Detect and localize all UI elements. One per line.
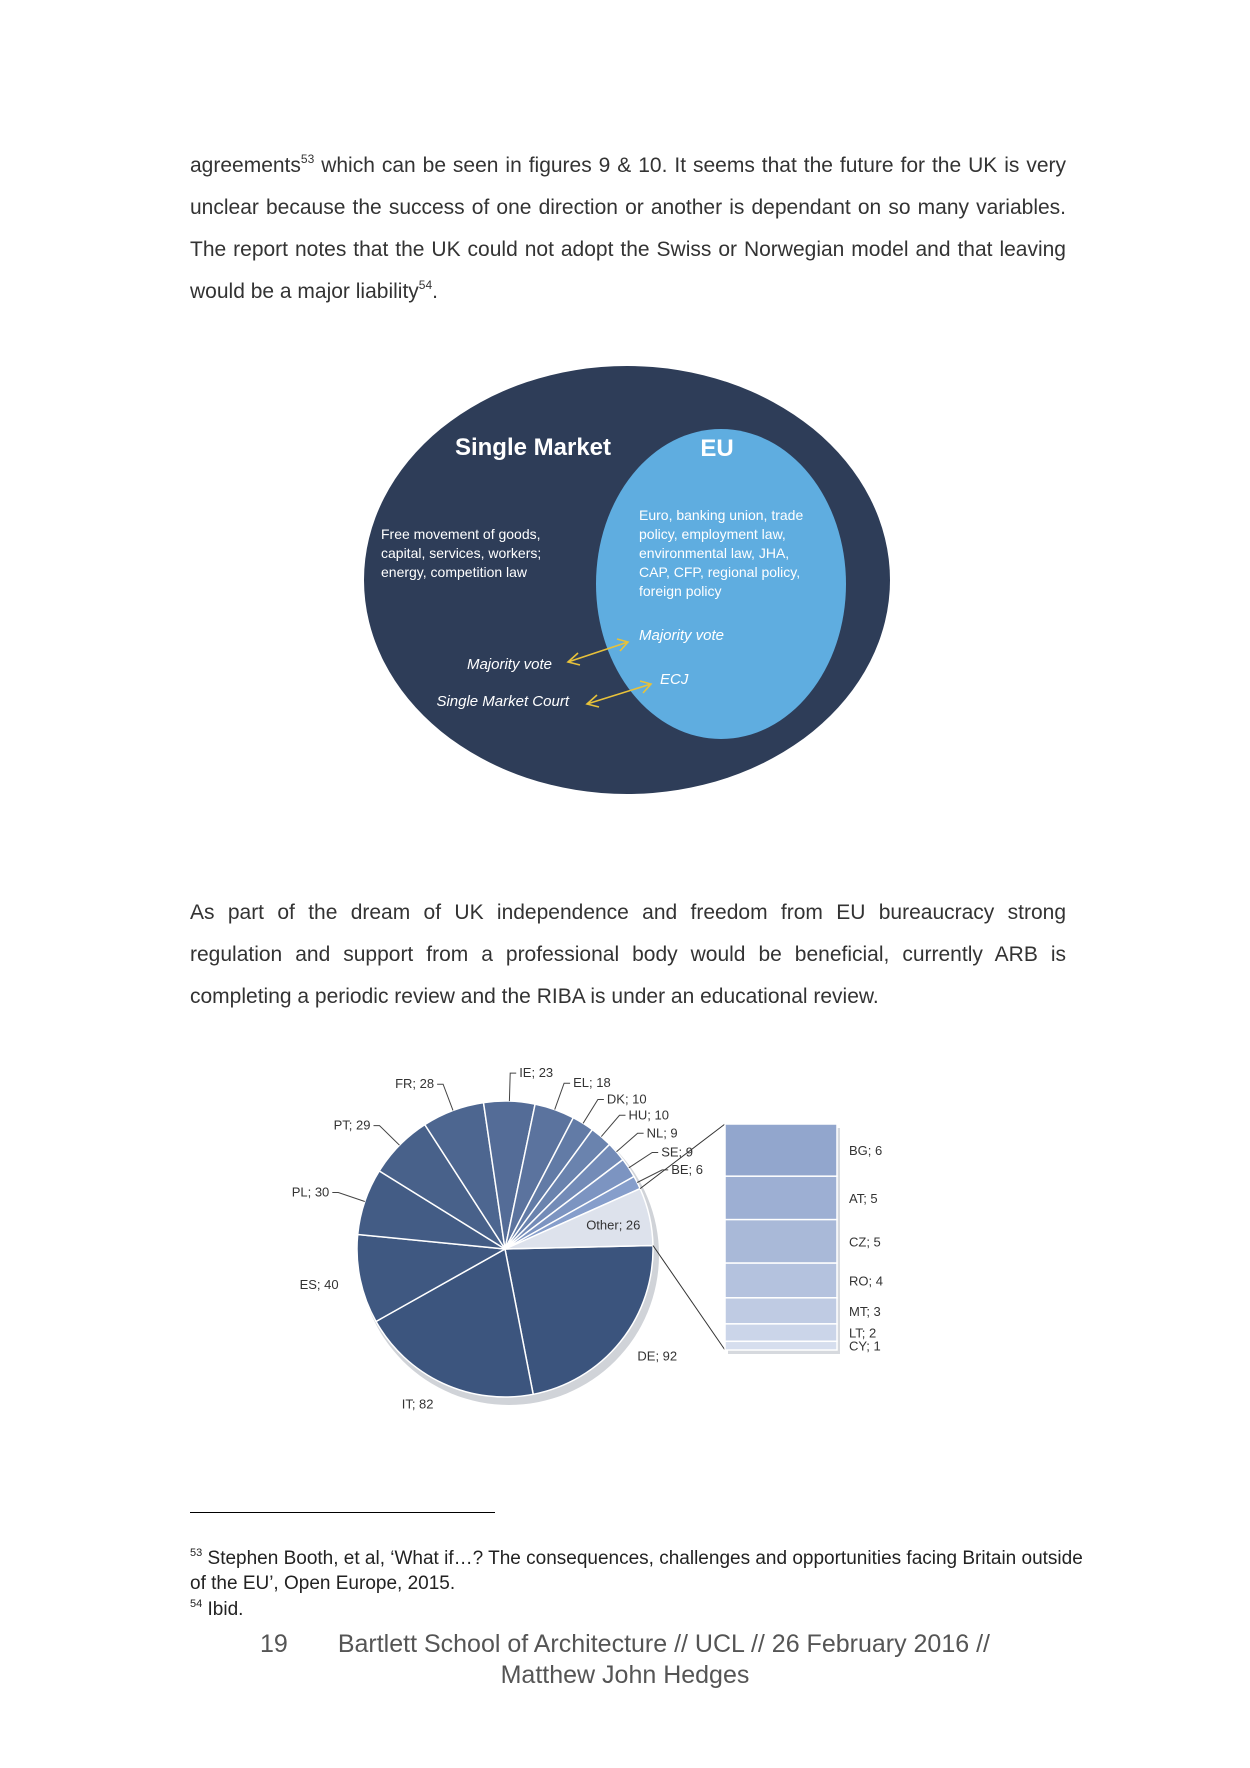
- pie-label-it: IT; 82: [401, 1396, 434, 1412]
- pie-leader-pt: [374, 1126, 400, 1146]
- footnote-number: 54: [190, 1598, 203, 1610]
- footnote-ref-53[interactable]: 53: [300, 152, 315, 166]
- eu-ecj: ECJ: [660, 671, 689, 688]
- breakdown-segment-at: [725, 1176, 837, 1220]
- single-market-line: capital, services, workers;: [381, 545, 542, 561]
- pie-leader-fr: [437, 1084, 453, 1110]
- pie-label-es: ES; 40: [299, 1276, 339, 1292]
- breakdown-label-cz: CZ; 5: [849, 1234, 881, 1250]
- pie-leader-se: [629, 1153, 658, 1168]
- footnote-53: [190, 1546, 1090, 1596]
- breakdown-segment-cz: [725, 1220, 837, 1264]
- pie-leader-el: [555, 1083, 570, 1109]
- eu-line: CAP, CFP, regional policy,: [639, 564, 801, 580]
- breakdown-segment-bg: [725, 1124, 837, 1176]
- breakdown-segment-cy: [725, 1341, 837, 1350]
- paragraph-independence: As part of the dream of UK independence and freedom from EU bureaucracy strong regulation and support from a professional body would be beneficial, currently ARB is completing a periodic review and the RIBA is under an educational review.: [190, 901, 1066, 1008]
- para1-text-c: .: [432, 280, 438, 303]
- eu-line: Euro, banking union, trade: [639, 507, 804, 523]
- breakdown-label-bg: BG; 6: [849, 1143, 883, 1159]
- pie-leader-nl: [617, 1133, 644, 1151]
- pie-label-pl: PL; 30: [291, 1184, 330, 1200]
- breakdown-connector: [653, 1246, 725, 1351]
- footnote-divider: [190, 1512, 495, 1513]
- breakdown-label-lt: LT; 2: [849, 1325, 877, 1341]
- footnote-54: [190, 1597, 1090, 1622]
- breakdown-label-mt: MT; 3: [849, 1303, 881, 1319]
- page-number: 19: [260, 1630, 288, 1658]
- pie-label-el: EL; 18: [573, 1075, 611, 1091]
- pie-label-se: SE; 9: [661, 1144, 693, 1160]
- eu-majority-vote: Majority vote: [639, 627, 725, 644]
- pie-label-other: Other; 26: [586, 1217, 641, 1233]
- single-market-line: energy, competition law: [381, 564, 528, 580]
- page-footer: [0, 1629, 1250, 1691]
- breakdown-segment-lt: [725, 1324, 837, 1341]
- footnote-number: 53: [190, 1547, 203, 1559]
- single-market-court: Single Market Court: [436, 693, 569, 710]
- breakdown-segment-mt: [725, 1298, 837, 1324]
- footnote-ref-54[interactable]: 54: [418, 278, 433, 292]
- single-market-line: Free movement of goods,: [381, 526, 541, 542]
- para1-text-a: agreements: [190, 154, 301, 177]
- breakdown-label-cy: CY; 1: [849, 1338, 881, 1354]
- pie-leader-ie: [509, 1073, 516, 1101]
- single-market-title: Single Market: [454, 434, 612, 461]
- pie-label-be: BE; 6: [671, 1161, 703, 1177]
- footer-line-1: [0, 1629, 1250, 1660]
- footer-citation: Bartlett School of Architecture // UCL // 26 February 2016 //: [337, 1630, 990, 1658]
- eu-title: EU: [700, 435, 734, 462]
- footnote-text: Ibid.: [202, 1599, 244, 1620]
- pie-label-fr: FR; 28: [395, 1076, 435, 1092]
- pie-leader-be: [637, 1170, 668, 1183]
- breakdown-segment-ro: [725, 1263, 837, 1298]
- footnote-text: Stephen Booth, et al, ‘What if…? The consequences, challenges and opportunities facing Britain outside of the EU’, Open Europe, 2015.: [190, 1548, 1083, 1594]
- eu-line: foreign policy: [639, 583, 722, 599]
- breakdown-label-at: AT; 5: [849, 1190, 878, 1206]
- pie-leader-hu: [601, 1115, 625, 1136]
- breakdown-label-ro: RO; 4: [849, 1273, 883, 1289]
- pie-label-hu: HU; 10: [628, 1107, 669, 1123]
- pie-leader-pl: [332, 1193, 365, 1202]
- pie-label-ie: IE; 23: [519, 1065, 554, 1081]
- pie-label-pt: PT; 29: [333, 1117, 371, 1133]
- pie-label-de: DE; 92: [637, 1348, 678, 1364]
- pie-label-nl: NL; 9: [646, 1125, 678, 1141]
- pie-label-dk: DK; 10: [606, 1091, 647, 1107]
- footer-author: Matthew John Hedges: [500, 1661, 750, 1689]
- single-market-majority-vote: Majority vote: [466, 656, 552, 673]
- para1-text-b: which can be seen in figures 9 & 10. It seems that the future for the UK is very unclear because the success of one direction or another is dependant on so many variables. The report notes that the UK could not adopt the Swiss or Norwegian model and that leaving would be a major liability: [190, 154, 1066, 303]
- eu-line: policy, employment law,: [639, 526, 786, 542]
- pie-leader-dk: [583, 1100, 604, 1124]
- eu-line: environmental law, JHA,: [639, 545, 790, 561]
